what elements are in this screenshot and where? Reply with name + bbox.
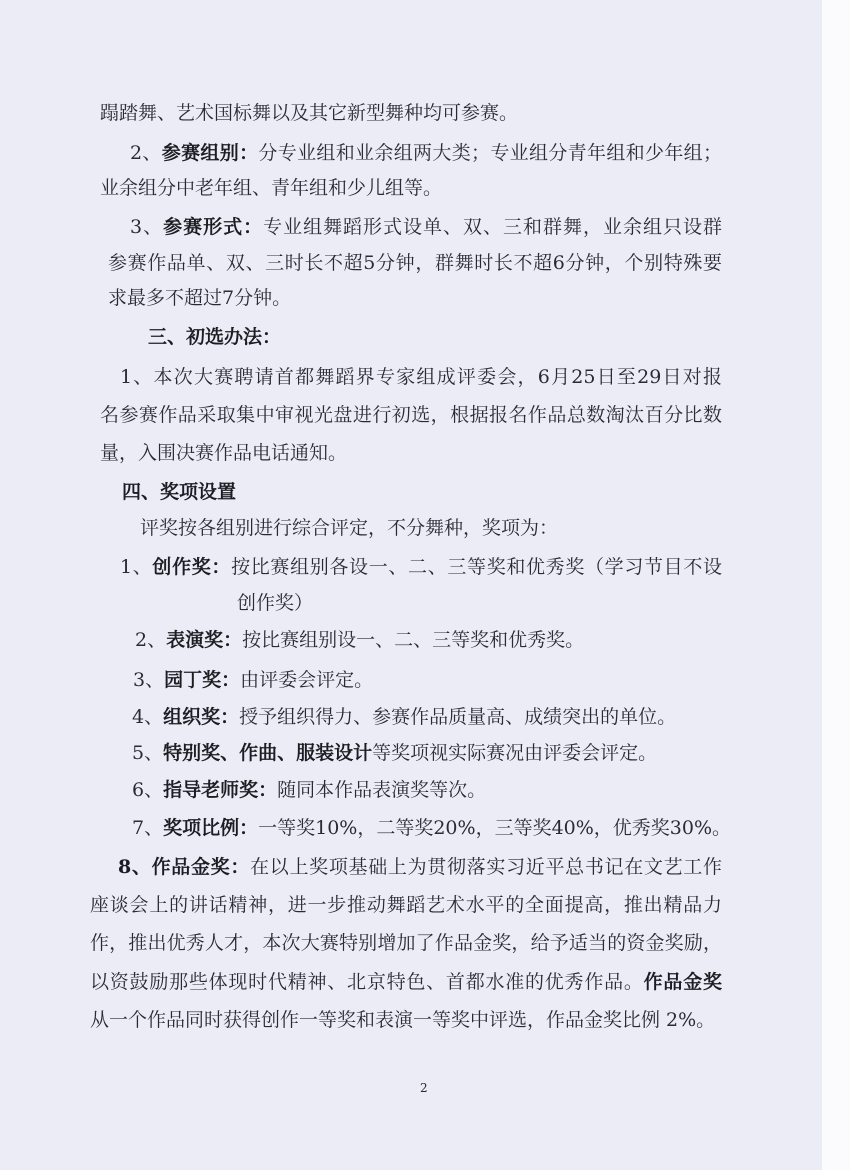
text-segment: 从一个作品同时获得创作一等奖和表演一等奖中评选，作品金奖比例 2%。 xyxy=(90,1009,716,1031)
text-line xyxy=(122,480,236,504)
text-line xyxy=(132,778,486,802)
text-line xyxy=(132,705,676,729)
text-segment: 以资鼓励那些体现时代精神、北京特色、首都水准的优秀作品。 xyxy=(90,971,644,993)
text-segment: 参赛作品单、双、三时长不超5分钟，群舞时长不超6分钟，个别特殊要 xyxy=(108,252,722,274)
text-line xyxy=(130,215,722,239)
text-segment: 创作奖） xyxy=(237,592,314,614)
text-segment: 在以上奖项基础上为贯彻落实习近平总书记在文艺工作 xyxy=(250,856,722,878)
text-segment: 座谈会上的讲话精神，进一步推动舞蹈艺术水平的全面提高，推出精品力 xyxy=(90,894,722,916)
bold-label: 奖项比例： xyxy=(163,817,259,839)
text-segment: 按比赛组别设一、二、三等奖和优秀奖。 xyxy=(242,629,585,651)
text-line xyxy=(100,441,347,465)
text-line xyxy=(108,251,722,275)
text-line xyxy=(120,365,722,389)
bold-label: 作品金奖： xyxy=(151,856,251,878)
text-line xyxy=(237,591,313,615)
text-segment: 作，推出优秀人才，本次大赛特别增加了作品金奖，给予适当的资金奖励， xyxy=(90,932,722,954)
text-line xyxy=(120,555,722,579)
bold-label: 园丁奖： xyxy=(164,669,241,691)
text-segment: 3、 xyxy=(130,216,164,238)
text-segment: 5、 xyxy=(132,742,164,764)
text-segment: 按比赛组别各设一、二、三等奖和优秀奖（学习节目不设 xyxy=(231,556,722,578)
text-line xyxy=(135,628,584,652)
text-line xyxy=(132,816,731,840)
bold-label: 四、奖项设置 xyxy=(122,481,237,503)
bold-label: 指导老师奖： xyxy=(163,779,278,801)
bold-label: 特别奖、作曲、服装设计 xyxy=(163,742,373,764)
text-segment: 一等奖10%，二等奖20%，三等奖40%，优秀奖30%。 xyxy=(258,817,732,839)
text-segment: 量，入围决赛作品电话通知。 xyxy=(100,442,348,464)
text-segment: 7、 xyxy=(132,817,164,839)
text-line xyxy=(132,741,657,765)
bold-label: 三、初选办法： xyxy=(148,326,282,348)
bold-label: 组织奖： xyxy=(163,706,240,728)
text-segment: 授予组织得力、参赛作品质量高、成绩突出的单位。 xyxy=(239,706,677,728)
text-line xyxy=(108,286,291,310)
text-line xyxy=(90,970,722,994)
text-segment: 6、 xyxy=(132,779,164,801)
text-line xyxy=(100,403,722,427)
text-line xyxy=(90,1008,715,1032)
bold-label: 作品金奖 xyxy=(643,971,722,993)
text-line xyxy=(90,893,722,917)
scan-margin xyxy=(822,0,850,1170)
bold-label: 参赛形式： xyxy=(163,216,264,238)
text-segment: 名参赛作品采取集中审视光盘进行初选，根据报名作品总数淘汰百分比数 xyxy=(100,404,722,426)
text-segment: 1、本次大赛聘请首都舞蹈界专家组成评委会，6月25日至29日对报 xyxy=(120,366,722,388)
text-line xyxy=(100,176,442,200)
text-segment: 求最多不超过7分钟。 xyxy=(108,287,292,309)
text-segment: 1、 xyxy=(120,556,153,578)
text-line xyxy=(133,668,373,692)
bold-label: 8、 xyxy=(118,856,152,878)
bold-label: 创作奖： xyxy=(152,556,232,578)
text-line xyxy=(148,325,281,349)
text-segment: 专业组舞蹈形式设单、双、三和群舞，业余组只设群 xyxy=(263,216,722,238)
text-line xyxy=(90,931,722,955)
text-segment: 业余组分中老年组、青年组和少儿组等。 xyxy=(100,177,443,199)
text-line xyxy=(140,516,558,540)
text-segment: 2、 xyxy=(130,142,162,164)
text-segment: 蹋踏舞、艺术国标舞以及其它新型舞种均可参赛。 xyxy=(100,102,519,124)
text-line xyxy=(118,855,722,879)
text-segment: 4、 xyxy=(132,706,164,728)
text-segment: 3、 xyxy=(133,669,165,691)
bold-label: 表演奖： xyxy=(166,629,243,651)
text-segment: 随同本作品表演奖等次。 xyxy=(277,779,487,801)
text-line xyxy=(100,101,518,125)
text-segment: 由评委会评定。 xyxy=(240,669,374,691)
text-segment: 分专业组和业余组两大类；专业组分青年组和少年组； xyxy=(258,142,722,164)
text-segment: 等奖项视实际赛况由评委会评定。 xyxy=(372,742,658,764)
text-segment: 2、 xyxy=(135,629,167,651)
text-line xyxy=(130,141,722,165)
bold-label: 参赛组别： xyxy=(161,142,259,164)
page-number: 2 xyxy=(420,1081,428,1095)
text-segment: 评奖按各组别进行综合评定，不分舞种，奖项为： xyxy=(140,517,559,539)
